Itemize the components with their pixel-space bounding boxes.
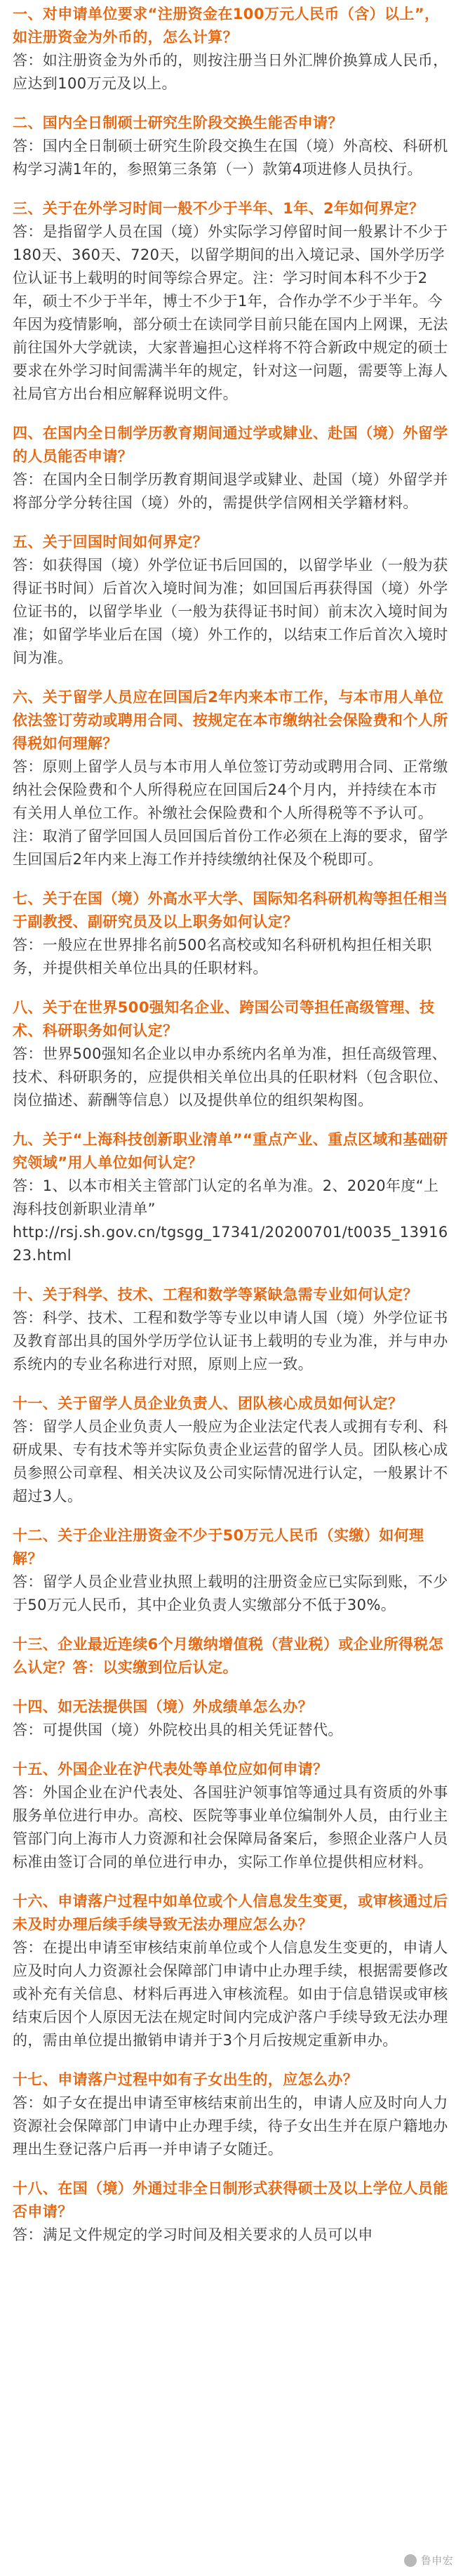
- qa-item-16: [13, 1890, 450, 2052]
- qa-item-1: [13, 3, 450, 95]
- answer-5: 答：如获得国（境）外学位证书后回国的，以留学毕业（一般为获得证书时间）后首次入境时间为准；如回国后再获得国（境）外学位证书的，以留学毕业（一般为获得证书时间）前末次入境时间为准；如留学毕业后在国（境）外工作的，以结束工作后首次入境时间为准。: [13, 557, 448, 666]
- qa-item-12: [13, 1524, 450, 1617]
- answer-12: 答：留学人员企业营业执照上载明的注册资金应已实际到账，不少于50万元人民币，其中企业负责人实缴部分不低于30%。: [13, 1573, 448, 1613]
- answer-15: 答：外国企业在沪代表处、各国驻沪领事馆等通过具有资质的外事服务单位进行申办。高校、医院等事业单位编制外人员，由行业主管部门向上海市人力资源和社会保障局备案后，参照企业落户人员标准由签订合同的单位进行申办，实际工作单位提供相应材料。: [13, 1784, 448, 1870]
- question-16: 十六、申请落户过程中如单位或个人信息发生变更，或审核通过后未及时办理后续手续导致无法办理应怎么办？: [13, 1893, 448, 1933]
- qa-item-8: [13, 996, 450, 1112]
- qa-item-13: [13, 1633, 450, 1679]
- qa-item-11: [13, 1392, 450, 1508]
- question-17: 十七、申请落户过程中如有子女出生的，应怎么办？: [13, 2071, 358, 2088]
- question-11: 十一、关于留学人员企业负责人、团队核心成员如何认定？: [13, 1395, 403, 1412]
- answer-10: 答：科学、技术、工程和数学等专业以申请人国（境）外学位证书及教育部出具的国外学历学位认证书上载明的专业为准，并与申办系统内的专业名称进行对照，原则上应一致。: [13, 1309, 448, 1373]
- question-6: 六、关于留学人员应在回国后2年内来本市工作，与本市用人单位依法签订劳动或聘用合同、按规定在本市缴纳社会保险费和个人所得税如何理解？: [13, 689, 448, 752]
- question-14: 十四、如无法提供国（境）外成绩单怎么办？: [13, 1698, 313, 1715]
- question-1: 一、对申请单位要求“注册资金在100万元人民币（含）以上”，如注册资金为外币的，怎么计算？: [13, 6, 440, 46]
- qa-item-9: [13, 1128, 450, 1267]
- question-7: 七、关于在国（境）外高水平大学、国际知名科研机构等担任相当于副教授、副研究员及以上职务如何认定？: [13, 890, 448, 930]
- qa-item-14: [13, 1696, 450, 1742]
- watermark-text: 鲁申宏: [420, 2554, 453, 2567]
- qa-item-6: [13, 686, 450, 871]
- answer-14: 答：可提供国（境）外院校出具的相关凭证替代。: [13, 1722, 343, 1738]
- watermark: [404, 2554, 453, 2568]
- answer-7: 答：一般应在世界排名前500名高校或知名科研机构担任相关职务，并提供相关单位出具的任职材料。: [13, 937, 432, 977]
- question-15: 十五、外国企业在沪代表处等单位应如何申请？: [13, 1761, 328, 1778]
- qa-item-10: [13, 1283, 450, 1376]
- question-4: 四、在国内全日制学历教育期间通过学或肄业、赴国（境）外留学的人员能否申请？: [13, 425, 448, 465]
- question-5: 五、关于回国时间如何界定？: [13, 534, 208, 550]
- qa-item-2: [13, 112, 450, 181]
- answer-6: 答：原则上留学人员与本市用人单位签订劳动或聘用合同、正常缴纳社会保险费和个人所得税应在回国后24个月内，并持续在本市有关用人单位工作。补缴社会保险费和个人所得税等不予认可。注：取消了留学回国人员回国后首份工作必须在上海的要求，留学生回国后2年内来上海工作并持续缴纳社保及个税即可。: [13, 758, 448, 868]
- qa-item-15: [13, 1758, 450, 1874]
- answer-3: 答：是指留学人员在国（境）外实际学习停留时间一般累计不少于180天、360天、720天，以留学期间的出入境记录、国外学历学位认证书上载明的时间等综合界定。注：学习时间本科不少于2年，硕士不少于半年，博士不少于1年，合作办学不少于半年。今年因为疫情影响，部分硕士在读同学目前只能在国内上网课，无法前往国外大学就读，大家普遍担心这样将不符合新政中规定的硕士要求在外学习时间需满半年的规定，针对这一问题，需要等上海人社局官方出台相应解释说明文件。: [13, 223, 448, 402]
- question-12: 十二、关于企业注册资金不少于50万元人民币（实缴）如何理解？: [13, 1527, 424, 1567]
- qa-item-7: [13, 887, 450, 980]
- question-18: 十八、在国（境）外通过非全日制形式获得硕士及以上学位人员能否申请？: [13, 2180, 448, 2220]
- question-10: 十、关于科学、技术、工程和数学等紧缺急需专业如何认定？: [13, 1286, 418, 1303]
- question-8: 八、关于在世界500强知名企业、跨国公司等担任高级管理、技术、科研职务如何认定？: [13, 999, 435, 1039]
- answer-16: 答：在提出申请至审核结束前单位或个人信息发生变更的，申请人应及时向人力资源社会保障部门申请中止办理手续，根据需要修改或补充有关信息、材料后再进入审核流程。如由于信息错误或审核结束后因个人原因无法在规定时间内完成沪落户手续导致无法办理的，需由单位提出撤销申请并于3个月后按规定重新申办。: [13, 1939, 448, 2049]
- answer-11: 答：留学人员企业负责人一般应为企业法定代表人或拥有专利、科研成果、专有技术等并实际负责企业运营的留学人员。团队核心成员参照公司章程、相关决议及公司实际情况进行认定，一般累计不超过3人。: [13, 1418, 448, 1505]
- answer-9-text: 答：1、以本市相关主管部门认定的名单为准。2、2020年度“上海科技创新职业清单”: [13, 1177, 439, 1217]
- qa-item-4: [13, 422, 450, 515]
- question-9: 九、关于“上海科技创新职业清单”“重点产业、重点区域和基础研究领域”用人单位如何认定？: [13, 1131, 448, 1171]
- answer-4: 答：在国内全日制学历教育期间退学或肄业、赴国（境）外留学并将部分学分转往国（境）外的，需提供学信网相关学籍材料。: [13, 471, 448, 511]
- question-2: 二、国内全日制硕士研究生阶段交换生能否申请？: [13, 114, 343, 131]
- qa-item-5: [13, 531, 450, 670]
- answer-8: 答：世界500强知名企业以申办系统内名单为准，担任高级管理、技术、科研职务的，应提供相关单位出具的任职材料（包含职位、岗位描述、薪酬等信息）以及提供单位的组织架构图。: [13, 1045, 448, 1109]
- question-13: 十三、企业最近连续6个月缴纳增值税（营业税）或企业所得税怎么认定？答：以实缴到位后认定。: [13, 1636, 444, 1676]
- answer-18: 答：满足文件规定的学习时间及相关要求的人员可以申: [13, 2226, 373, 2243]
- answer-2: 答：国内全日制硕士研究生阶段交换生在国（境）外高校、科研机构学习满1年的，参照第三条第（一）款第4项进修人员执行。: [13, 138, 448, 178]
- answer-17: 答：如子女在提出申请至审核结束前出生的，申请人应及时向人力资源社会保障部门申请中止办理手续，待子女出生并在原户籍地办理出生登记落户后再一并申请子女随迁。: [13, 2094, 448, 2158]
- answer-1: 答：如注册资金为外币的，则按注册当日外汇牌价换算成人民币，应达到100万元及以上。: [13, 52, 448, 92]
- watermark-logo-icon: [404, 2554, 417, 2567]
- question-3: 三、关于在外学习时间一般不少于半年、1年、2年如何界定？: [13, 200, 424, 217]
- qa-item-3: [13, 197, 450, 406]
- qa-item-18: [13, 2177, 450, 2247]
- answer-9: [13, 1175, 450, 1267]
- qa-item-17: [13, 2068, 450, 2161]
- policy-link[interactable]: http://rsj.sh.gov.cn/tgsgg_17341/20200701/t0035_1391623.html: [13, 1224, 448, 1264]
